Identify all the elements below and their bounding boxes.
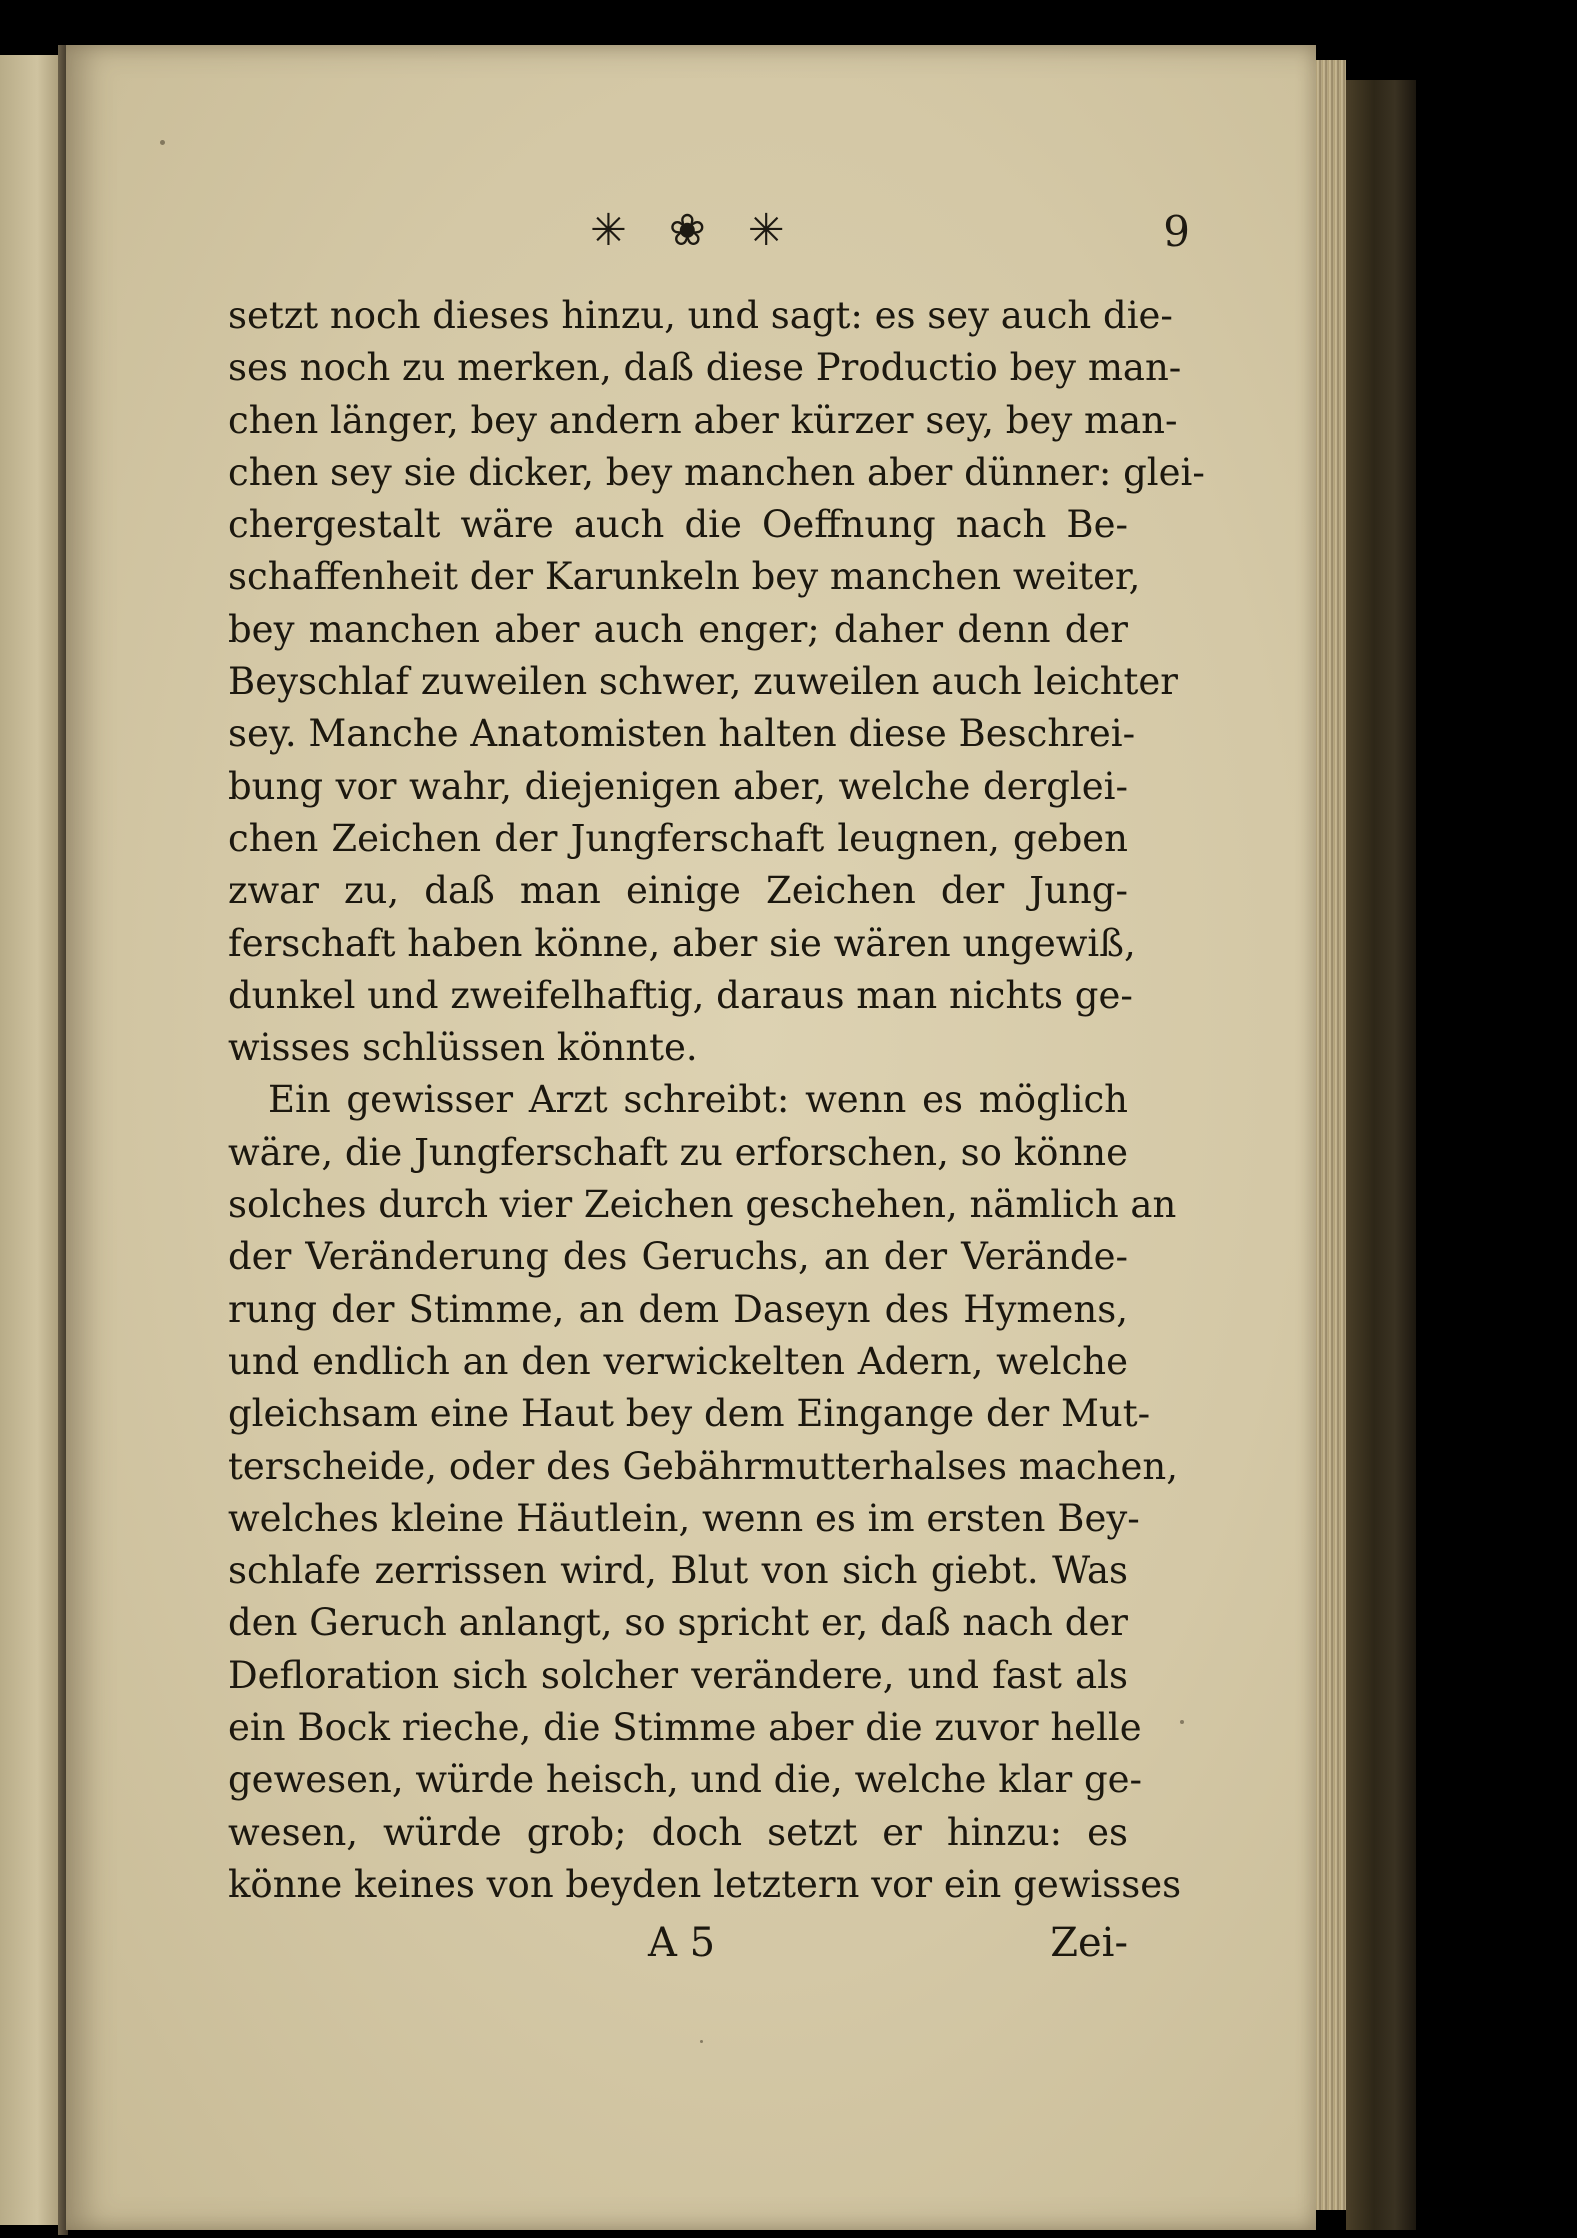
text-line: setzt noch dieses hinzu, und sagt: es sey auch die- [228, 294, 1173, 337]
text-line: Beyschlaf zuweilen schwer, zuweilen auch leichter [228, 660, 1178, 704]
text-line: der Veränderung des Geruchs, an der Verände- [228, 1235, 1128, 1279]
paragraph-start-line: Ein gewisser Arzt schreibt: wenn es möglich [268, 1078, 1128, 1122]
text-line: ses noch zu merken, daß diese Productio bey man- [228, 346, 1182, 390]
paper-speck [700, 2040, 703, 2043]
paper-speck [160, 140, 165, 145]
page-number: 9 [1163, 207, 1190, 256]
text-line: bung vor wahr, diejenigen aber, welche derglei- [228, 764, 1128, 808]
text-line: chen sey sie dicker, bey manchen aber dünner: glei- [228, 450, 1205, 494]
catchword: Zei- [1050, 1920, 1128, 1966]
signature-mark: A 5 [648, 1920, 716, 1966]
facing-page-edge [0, 55, 62, 2225]
header-ornament: ✳ ❀ ✳ [590, 205, 799, 256]
text-line: ferschaft haben könne, aber sie wären ungewiß, [228, 921, 1136, 965]
text-line: gewesen, würde heisch, und die, welche klar ge- [228, 1758, 1143, 1802]
text-line: chergestalt wäre auch die Oeffnung nach Be- [228, 503, 1128, 547]
text-line: rung der Stimme, an dem Daseyn des Hymens, [228, 1287, 1128, 1331]
text-line: dunkel und zweifelhaftig, daraus man nichts ge- [228, 973, 1133, 1017]
body-text [228, 290, 1205, 1911]
text-line: solches durch vier Zeichen geschehen, nämlich an [228, 1183, 1177, 1227]
page-footer [228, 1920, 1128, 1980]
text-line: schaffenheit der Karunkeln bey manchen weiter, [228, 555, 1141, 599]
text-line: welches kleine Häutlein, wenn es im ersten Bey- [228, 1496, 1140, 1540]
text-line: schlafe zerrissen wird, Blut von sich giebt. Was [228, 1549, 1128, 1593]
text-line: ein Bock rieche, die Stimme aber die zuvor helle [228, 1706, 1142, 1750]
paper-speck [1180, 1720, 1184, 1724]
paragraph-end-line: wisses schlüssen könnte. [228, 1026, 698, 1070]
text-line: wäre, die Jungferschaft zu erforschen, so könne [228, 1130, 1128, 1174]
text-line: und endlich an den verwickelten Adern, welche [228, 1339, 1128, 1383]
text-line: könne keines von beyden letztern vor ein gewisses [228, 1862, 1182, 1906]
text-line: terscheide, oder des Gebährmutterhalses machen, [228, 1444, 1178, 1488]
book-spine [1346, 80, 1416, 2230]
text-line: chen Zeichen der Jungferschaft leugnen, geben [228, 816, 1128, 860]
running-header [590, 205, 1210, 265]
text-line: sey. Manche Anatomisten halten diese Beschrei- [228, 712, 1136, 756]
text-line: Defloration sich solcher verändere, und fast als [228, 1653, 1128, 1697]
page-stack-edges [1316, 60, 1346, 2210]
text-line: wesen, würde grob; doch setzt er hinzu: es [228, 1810, 1128, 1854]
text-line: den Geruch anlangt, so spricht er, daß nach der [228, 1601, 1128, 1645]
text-line: bey manchen aber auch enger; daher denn der [228, 607, 1128, 651]
text-line: chen länger, bey andern aber kürzer sey, bey man- [228, 398, 1178, 442]
text-line: zwar zu, daß man einige Zeichen der Jung- [228, 869, 1128, 913]
text-line: gleichsam eine Haut bey dem Eingange der Mut- [228, 1392, 1151, 1436]
